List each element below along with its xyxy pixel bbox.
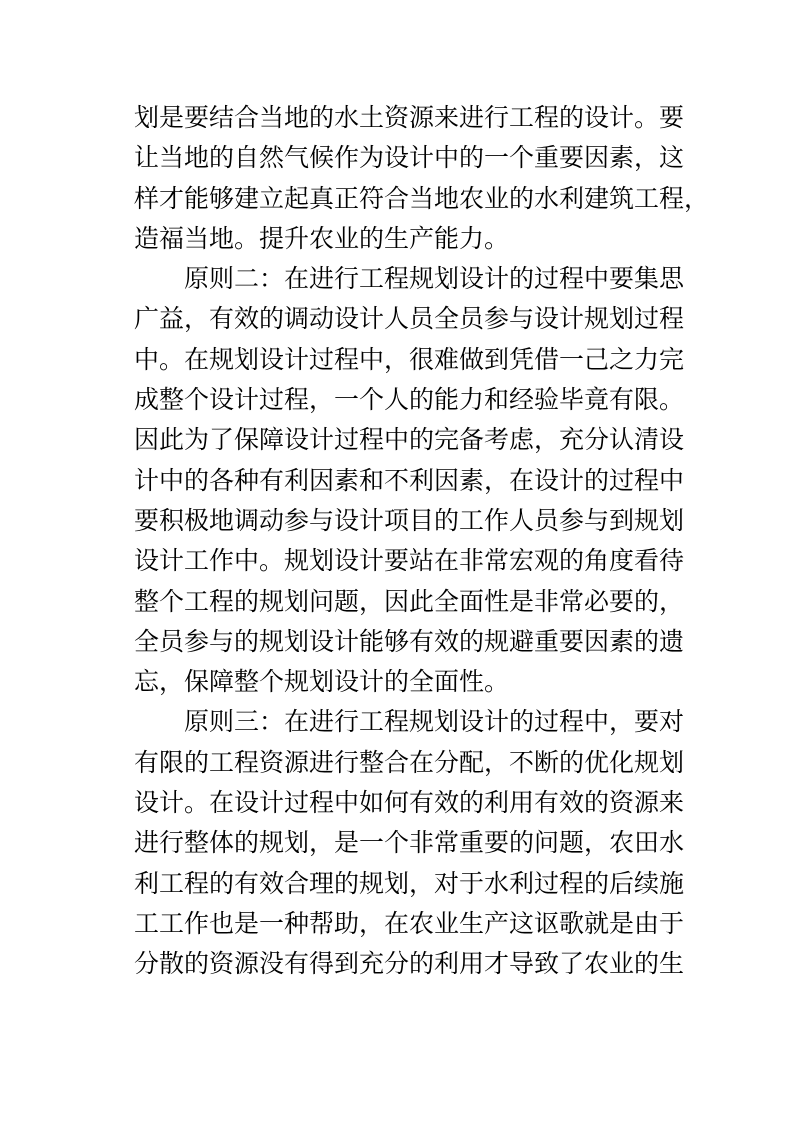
text-line: 造福当地。提升农业的生产能力。	[134, 223, 510, 253]
text-line: 要积极地调动参与设计项目的工作人员参与到规划	[134, 505, 685, 535]
paragraph-start-line: 原则二：在进行工程规划设计的过程中要集思	[184, 264, 685, 294]
paragraph-start-line: 原则三：在进行工程规划设计的过程中，要对	[184, 707, 685, 737]
text-line: 设计。在设计过程中如何有效的利用有效的资源来	[134, 788, 685, 818]
text-line: 广益，有效的调动设计人员全员参与设计规划过程	[134, 304, 685, 334]
text-line: 有限的工程资源进行整合在分配，不断的优化规划	[134, 747, 685, 777]
text-line: 工工作也是一种帮助，在农业生产这讴歌就是由于	[134, 908, 685, 938]
text-line: 整个工程的规划问题，因此全面性是非常必要的，	[134, 586, 685, 616]
body-text	[134, 98, 710, 985]
text-line: 计中的各种有利因素和不利因素，在设计的过程中	[134, 465, 685, 495]
text-line: 全员参与的规划设计能够有效的规避重要因素的遗	[134, 626, 685, 656]
text-line: 划是要结合当地的水土资源来进行工程的设计。要	[134, 103, 685, 132]
text-line: 利工程的有效合理的规划，对于水利过程的后续施	[134, 868, 685, 898]
text-line: 设计工作中。规划设计要站在非常宏观的角度看待	[134, 546, 685, 576]
text-line: 样才能够建立起真正符合当地农业的水利建筑工程，	[134, 183, 710, 213]
text-line: 因此为了保障设计过程中的完备考虑，充分认清设	[134, 425, 685, 455]
text-line: 成整个设计过程，一个人的能力和经验毕竟有限。	[134, 385, 685, 415]
text-line: 中。在规划设计过程中，很难做到凭借一己之力完	[134, 344, 685, 374]
text-line: 让当地的自然气候作为设计中的一个重要因素，这	[134, 143, 685, 173]
text-line: 分散的资源没有得到充分的利用才导致了农业的生	[134, 949, 685, 979]
text-line: 忘，保障整个规划设计的全面性。	[134, 667, 510, 697]
text-line: 进行整体的规划，是一个非常重要的问题，农田水	[134, 828, 685, 858]
